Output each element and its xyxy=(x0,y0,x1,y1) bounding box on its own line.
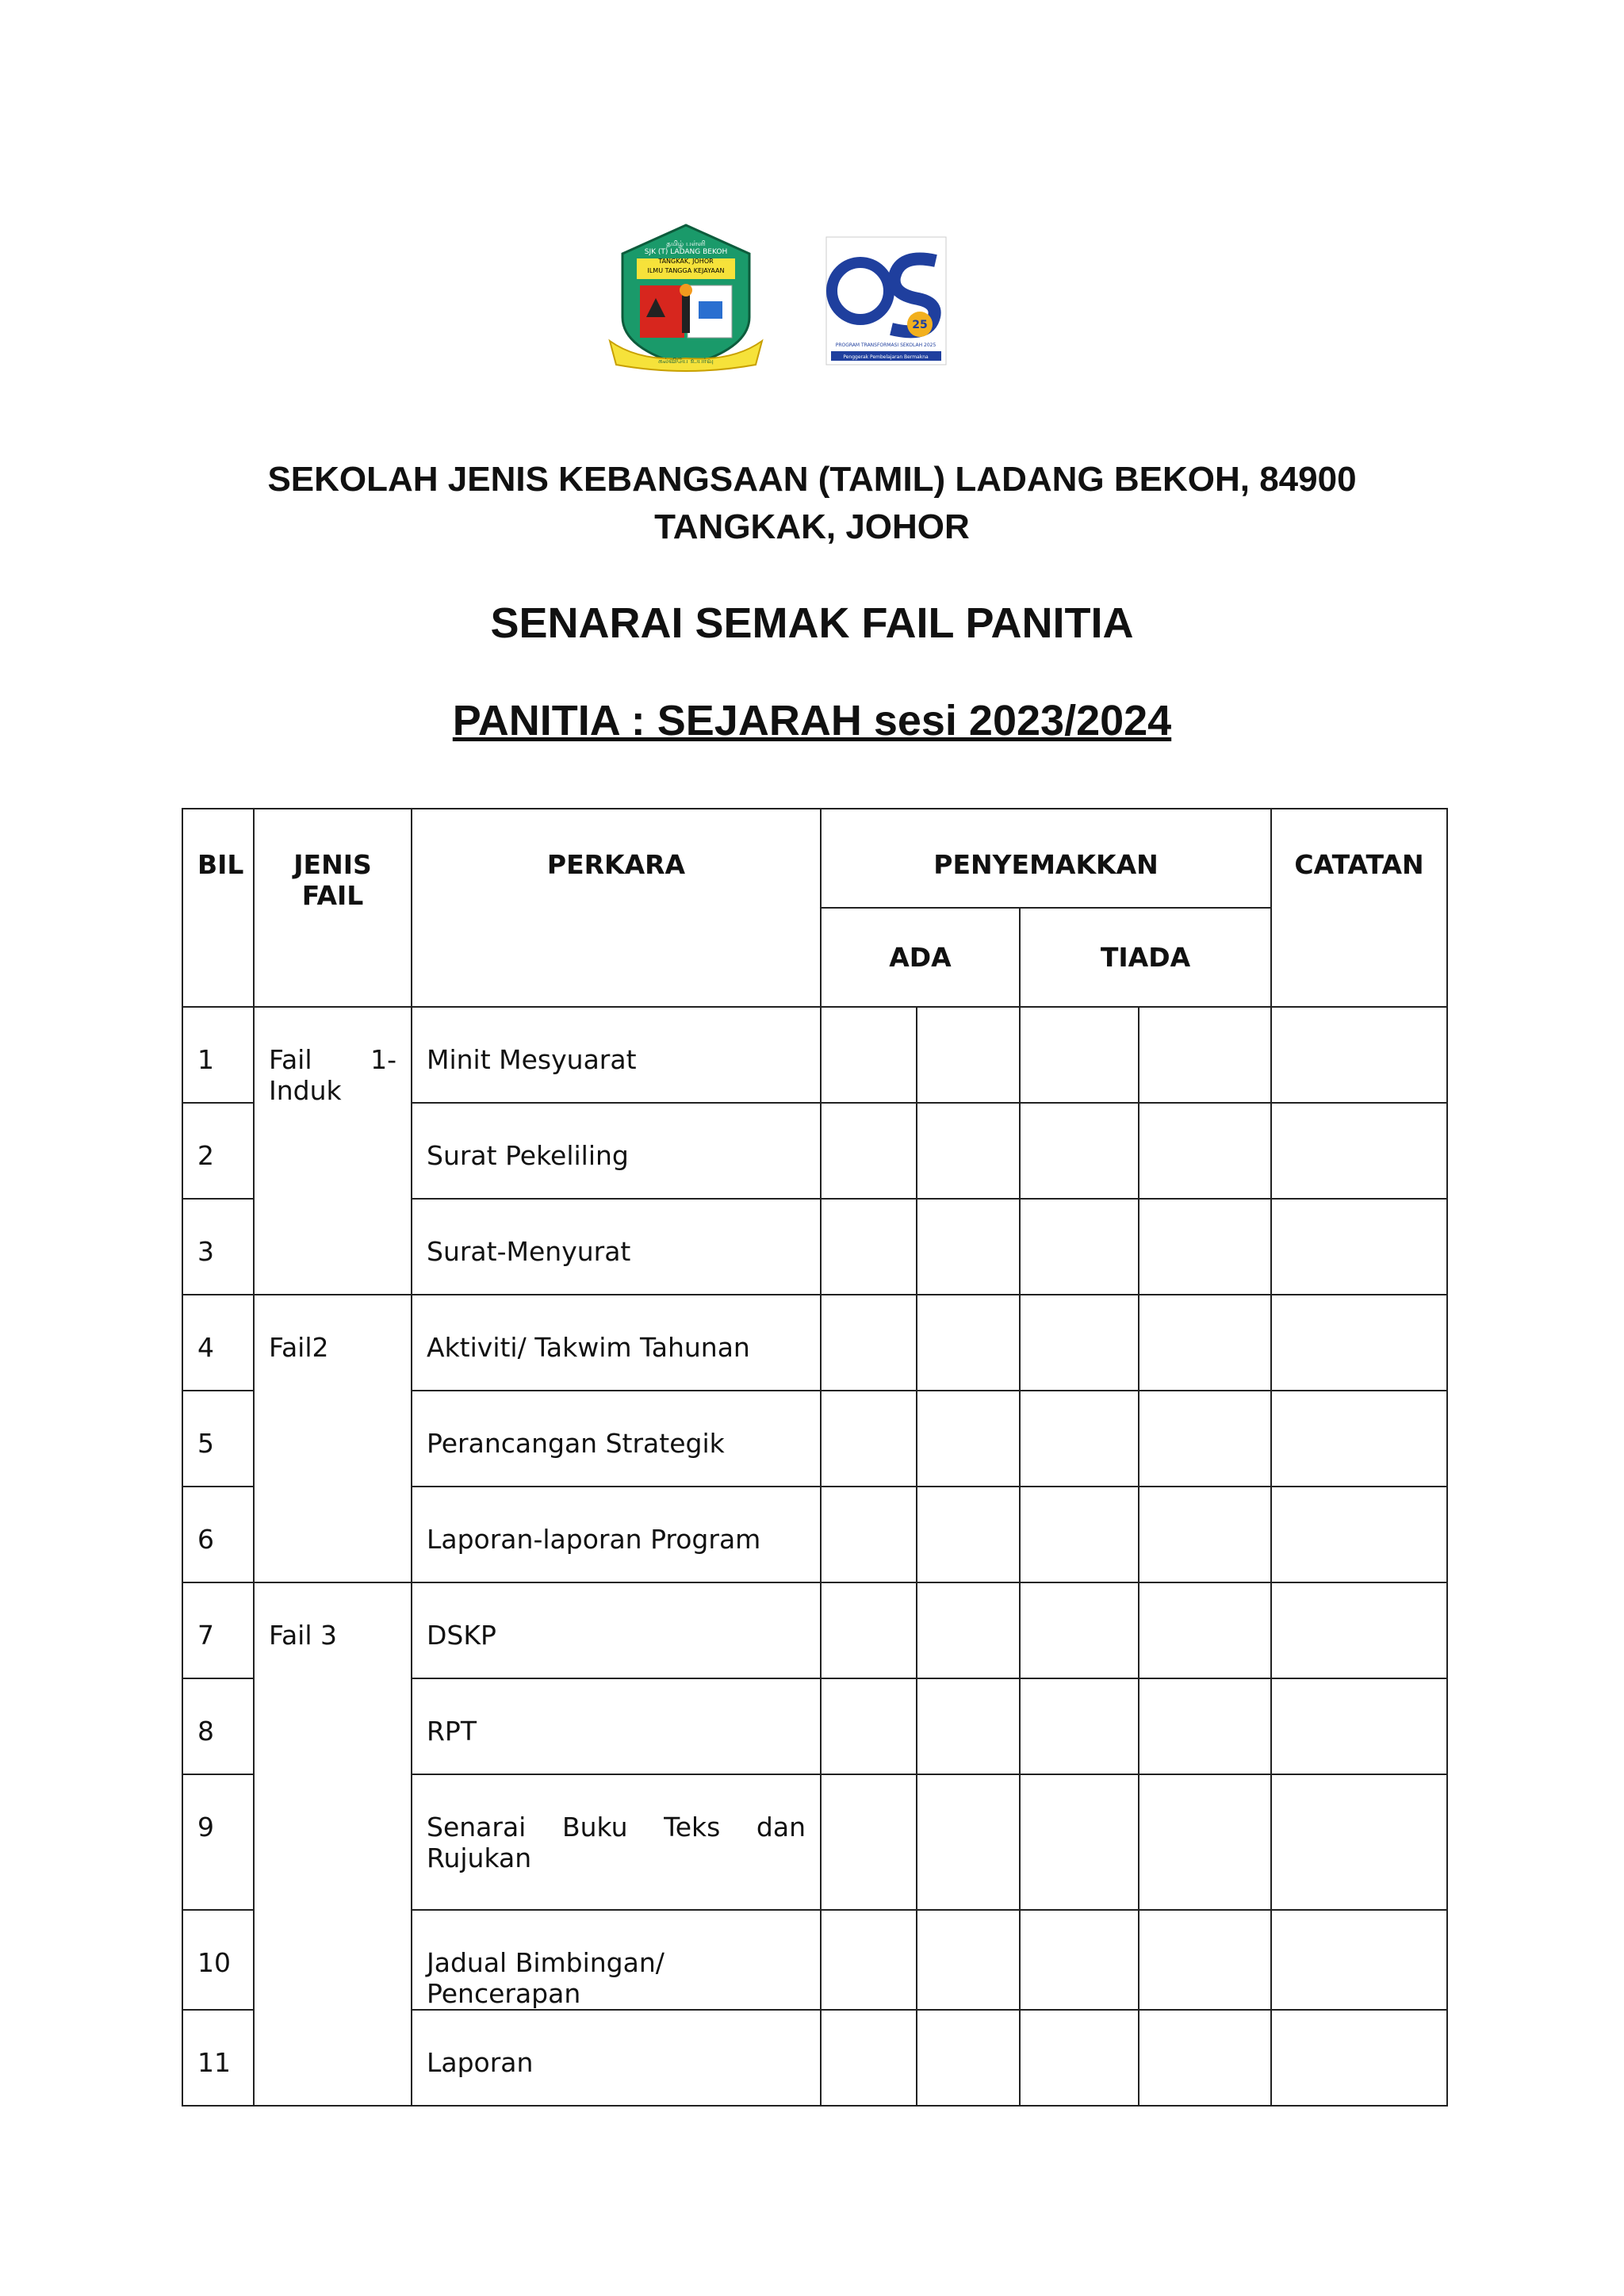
catatan-cell[interactable] xyxy=(1271,1582,1447,1678)
ada-checkbox-cell[interactable] xyxy=(917,1910,1020,2010)
tiada-checkbox-cell[interactable] xyxy=(1020,1103,1139,1199)
row-bil: 7 xyxy=(182,1582,254,1678)
row-perkara: Minit Mesyuarat xyxy=(412,1007,821,1103)
row-jenis-fail: Fail 3 xyxy=(254,1582,412,2106)
ada-checkbox-cell[interactable] xyxy=(821,1487,917,1582)
ada-checkbox-cell[interactable] xyxy=(821,1007,917,1103)
ada-checkbox-cell[interactable] xyxy=(821,2010,917,2106)
catatan-cell[interactable] xyxy=(1271,1774,1447,1910)
ada-checkbox-cell[interactable] xyxy=(917,1391,1020,1487)
ada-checkbox-cell[interactable] xyxy=(917,1487,1020,1582)
ada-checkbox-cell[interactable] xyxy=(917,1295,1020,1391)
header-jenis-fail xyxy=(254,809,412,1007)
row-perkara: Senarai Buku Teks dan Rujukan xyxy=(412,1774,821,1910)
header-jenis-line2: FAIL xyxy=(301,880,364,911)
tiada-checkbox-cell[interactable] xyxy=(1020,1487,1139,1582)
row-perkara: Laporan-laporan Program xyxy=(412,1487,821,1582)
row-bil: 1 xyxy=(182,1007,254,1103)
row-jenis-fail: Fail2 xyxy=(254,1295,412,1582)
row-bil: 10 xyxy=(182,1910,254,2010)
tiada-checkbox-cell[interactable] xyxy=(1020,1678,1139,1774)
row-bil: 4 xyxy=(182,1295,254,1391)
row-perkara: DSKP xyxy=(412,1582,821,1678)
svg-text:SJK (T) LADANG BEKOH: SJK (T) LADANG BEKOH xyxy=(644,248,728,256)
catatan-cell[interactable] xyxy=(1271,1295,1447,1391)
svg-text:ILMU TANGGA KEJAYAAN: ILMU TANGGA KEJAYAAN xyxy=(647,267,725,274)
ada-checkbox-cell[interactable] xyxy=(821,1678,917,1774)
school-name-line1: SEKOLAH JENIS KEBANGSAAN (TAMIL) LADANG BEKOH, 84900 xyxy=(267,460,1357,499)
tiada-checkbox-cell[interactable] xyxy=(1020,1295,1139,1391)
row-perkara: Surat Pekeliling xyxy=(412,1103,821,1199)
row-bil: 11 xyxy=(182,2010,254,2106)
catatan-cell[interactable] xyxy=(1271,1103,1447,1199)
ada-checkbox-cell[interactable] xyxy=(821,1910,917,2010)
tiada-checkbox-cell[interactable] xyxy=(1139,1774,1271,1910)
svg-text:25: 25 xyxy=(912,319,928,331)
svg-text:தமிழ் பள்ளி: தமிழ் பள்ளி xyxy=(666,240,706,248)
catatan-cell[interactable] xyxy=(1271,1199,1447,1295)
ada-checkbox-cell[interactable] xyxy=(821,1295,917,1391)
catatan-cell[interactable] xyxy=(1271,1007,1447,1103)
row-jenis-fail xyxy=(254,1007,412,1295)
ada-checkbox-cell[interactable] xyxy=(821,1103,917,1199)
row-bil: 3 xyxy=(182,1199,254,1295)
catatan-cell[interactable] xyxy=(1271,1487,1447,1582)
row-perkara: Aktiviti/ Takwim Tahunan xyxy=(412,1295,821,1391)
row-perkara: Laporan xyxy=(412,2010,821,2106)
ada-checkbox-cell[interactable] xyxy=(917,1103,1020,1199)
header-jenis-line1: JENIS xyxy=(293,849,372,880)
row-perkara: RPT xyxy=(412,1678,821,1774)
document-title: SENARAI SEMAK FAIL PANITIA xyxy=(490,599,1134,647)
header-tiada: TIADA xyxy=(1020,908,1271,1007)
catatan-cell[interactable] xyxy=(1271,1678,1447,1774)
school-name-line2: TANGKAK, JOHOR xyxy=(654,507,970,546)
ada-checkbox-cell[interactable] xyxy=(917,1774,1020,1910)
jenis-part: Induk xyxy=(269,1075,342,1106)
tiada-checkbox-cell[interactable] xyxy=(1139,1910,1271,2010)
row-bil: 6 xyxy=(182,1487,254,1582)
tiada-checkbox-cell[interactable] xyxy=(1020,1774,1139,1910)
header-perkara: PERKARA xyxy=(412,809,821,1007)
tiada-checkbox-cell[interactable] xyxy=(1139,1007,1271,1103)
header-ada: ADA xyxy=(821,908,1020,1007)
header-bil: BIL xyxy=(182,809,254,1007)
row-perkara: Jadual Bimbingan/ Pencerapan xyxy=(412,1910,821,2010)
tiada-checkbox-cell[interactable] xyxy=(1139,2010,1271,2106)
row-bil: 2 xyxy=(182,1103,254,1199)
tiada-checkbox-cell[interactable] xyxy=(1139,1391,1271,1487)
panitia-title: PANITIA : SEJARAH sesi 2023/2024 xyxy=(452,697,1172,744)
tiada-checkbox-cell[interactable] xyxy=(1020,1007,1139,1103)
header-penyemakkan: PENYEMAKKAN xyxy=(821,809,1271,908)
ada-checkbox-cell[interactable] xyxy=(821,1582,917,1678)
tiada-checkbox-cell[interactable] xyxy=(1139,1487,1271,1582)
tiada-checkbox-cell[interactable] xyxy=(1139,1199,1271,1295)
ada-checkbox-cell[interactable] xyxy=(917,1678,1020,1774)
row-bil: 8 xyxy=(182,1678,254,1774)
school-crest-icon xyxy=(607,222,765,373)
svg-text:PROGRAM TRANSFORMASI SEKOLAH 2: PROGRAM TRANSFORMASI SEKOLAH 2025 xyxy=(835,342,936,348)
table-row xyxy=(182,1295,1447,1391)
tiada-checkbox-cell[interactable] xyxy=(1020,1910,1139,2010)
tiada-checkbox-cell[interactable] xyxy=(1020,1582,1139,1678)
row-perkara: Perancangan Strategik xyxy=(412,1391,821,1487)
ada-checkbox-cell[interactable] xyxy=(917,1007,1020,1103)
sekolah-ts25-icon xyxy=(825,235,948,366)
table-row xyxy=(182,1007,1447,1103)
tiada-checkbox-cell[interactable] xyxy=(1020,2010,1139,2106)
checklist-table xyxy=(182,808,1448,2107)
row-bil: 9 xyxy=(182,1774,254,1910)
catatan-cell[interactable] xyxy=(1271,1391,1447,1487)
tiada-checkbox-cell[interactable] xyxy=(1139,1295,1271,1391)
ada-checkbox-cell[interactable] xyxy=(917,2010,1020,2106)
catatan-cell[interactable] xyxy=(1271,2010,1447,2106)
svg-text:Penggerak Pembelajaran Bermakn: Penggerak Pembelajaran Bermakna xyxy=(843,354,929,360)
svg-text:கல்வியே உயர்வு: கல்வியே உயர்வு xyxy=(658,358,714,365)
program-logo xyxy=(825,235,948,366)
header-catatan: CATATAN xyxy=(1271,809,1447,1007)
row-bil: 5 xyxy=(182,1391,254,1487)
ada-checkbox-cell[interactable] xyxy=(821,1199,917,1295)
ada-checkbox-cell[interactable] xyxy=(821,1391,917,1487)
ada-checkbox-cell[interactable] xyxy=(917,1582,1020,1678)
tiada-checkbox-cell[interactable] xyxy=(1020,1199,1139,1295)
jenis-part: Fail xyxy=(269,1044,312,1075)
table-row xyxy=(182,1582,1447,1678)
row-perkara: Surat-Menyurat xyxy=(412,1199,821,1295)
jenis-part: 1- xyxy=(370,1044,396,1075)
ada-checkbox-cell[interactable] xyxy=(821,1774,917,1910)
tiada-checkbox-cell[interactable] xyxy=(1139,1678,1271,1774)
tiada-checkbox-cell[interactable] xyxy=(1139,1103,1271,1199)
tiada-checkbox-cell[interactable] xyxy=(1020,1391,1139,1487)
svg-text:TANGKAK, JOHOR: TANGKAK, JOHOR xyxy=(658,258,714,265)
catatan-cell[interactable] xyxy=(1271,1910,1447,2010)
ada-checkbox-cell[interactable] xyxy=(917,1199,1020,1295)
school-crest-logo xyxy=(607,222,765,373)
tiada-checkbox-cell[interactable] xyxy=(1139,1582,1271,1678)
